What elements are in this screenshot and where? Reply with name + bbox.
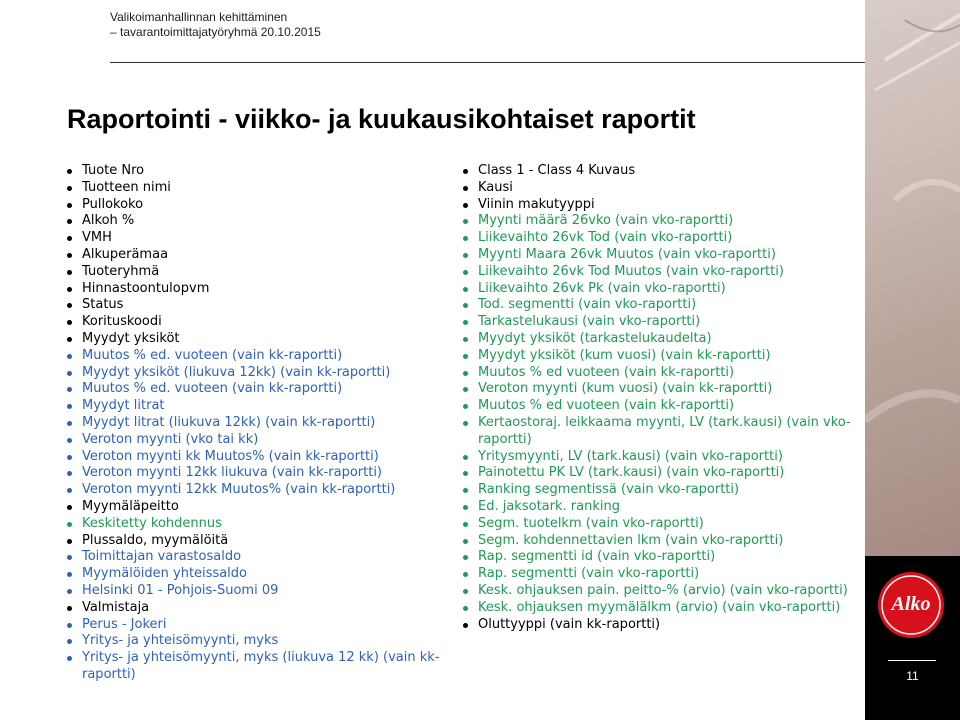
- list-item: Veroton myynti kk Muutos% (vain kk-raportti): [82, 449, 454, 466]
- list-item: Myydyt yksiköt (tarkastelukaudelta): [478, 331, 856, 348]
- alko-logo-icon: [878, 572, 944, 638]
- list-item: Tod. segmentti (vain vko-raportti): [478, 297, 856, 314]
- list-item: Kertaostoraj. leikkaama myynti, LV (tark.kausi) (vain vko-raportti): [478, 415, 856, 449]
- list-item: Helsinki 01 - Pohjois-Suomi 09: [82, 583, 454, 600]
- list-item: Myydyt yksiköt (kum vuosi) (vain kk-raportti): [478, 348, 856, 365]
- header-subtitle: – tavarantoimittajatyöryhmä 20.10.2015: [110, 25, 321, 39]
- right-field-list: [478, 163, 856, 633]
- slide-title: Raportointi - viikko- ja kuukausikohtaiset raportit: [67, 104, 696, 134]
- header-title: Valikoimanhallinnan kehittäminen: [110, 10, 288, 24]
- list-item: VMH: [82, 230, 454, 247]
- list-item: Ed. jaksotark. ranking: [478, 499, 856, 516]
- list-item: Segm. tuotelkm (vain vko-raportti): [478, 516, 856, 533]
- page-number: 11: [906, 669, 919, 683]
- list-item: Perus - Jokeri: [82, 617, 454, 634]
- list-item: Liikevaihto 26vk Tod Muutos (vain vko-raportti): [478, 264, 856, 281]
- list-item: Kesk. ohjauksen pain. peitto-% (arvio) (vain vko-raportti): [478, 583, 856, 600]
- list-item: Myydyt yksiköt (liukuva 12kk) (vain kk-raportti): [82, 365, 454, 382]
- list-item: Veroton myynti (vko tai kk): [82, 432, 454, 449]
- list-item: Tuotteen nimi: [82, 180, 454, 197]
- list-item: Keskitetty kohdennus: [82, 516, 454, 533]
- list-item: Yritys- ja yhteisömyynti, myks: [82, 633, 454, 650]
- list-item: Rap. segmentti (vain vko-raportti): [478, 566, 856, 583]
- list-item: Korituskoodi: [82, 314, 454, 331]
- list-item: Veroton myynti 12kk Muutos% (vain kk-raportti): [82, 482, 454, 499]
- list-item: Kausi: [478, 180, 856, 197]
- list-item: Alkuperämaa: [82, 247, 454, 264]
- list-item: Yritysmyynti, LV (tark.kausi) (vain vko-raportti): [478, 449, 856, 466]
- list-item: Yritys- ja yhteisömyynti, myks (liukuva 12 kk) (vain kk-raportti): [82, 650, 454, 684]
- list-item: Ranking segmentissä (vain vko-raportti): [478, 482, 856, 499]
- list-item: Plussaldo, myymälöitä: [82, 533, 454, 550]
- left-field-list: [82, 163, 454, 684]
- list-item: Valmistaja: [82, 600, 454, 617]
- logo-panel: [865, 556, 960, 720]
- list-item: Alkoh %: [82, 213, 454, 230]
- list-item: Myymäläpeitto: [82, 499, 454, 516]
- list-item: Toimittajan varastosaldo: [82, 549, 454, 566]
- list-item: Liikevaihto 26vk Pk (vain vko-raportti): [478, 281, 856, 298]
- list-item: Veroton myynti 12kk liukuva (vain kk-raportti): [82, 465, 454, 482]
- list-item: Liikevaihto 26vk Tod (vain vko-raportti): [478, 230, 856, 247]
- list-item: Tarkastelukausi (vain vko-raportti): [478, 314, 856, 331]
- list-item: Myydyt yksiköt: [82, 331, 454, 348]
- list-item: Tuoteryhmä: [82, 264, 454, 281]
- list-item: Myynti Maara 26vk Muutos (vain vko-raportti): [478, 247, 856, 264]
- list-item: Myydyt litrat: [82, 398, 454, 415]
- list-item: Viinin makutyyppi: [478, 197, 856, 214]
- header-divider: [110, 62, 865, 63]
- list-item: Kesk. ohjauksen myymälälkm (arvio) (vain vko-raportti): [478, 600, 856, 617]
- list-item: Myydyt litrat (liukuva 12kk) (vain kk-raportti): [82, 415, 454, 432]
- list-item: Muutos % ed. vuoteen (vain kk-raportti): [82, 348, 454, 365]
- decorative-photo: [865, 0, 960, 556]
- list-item: Class 1 - Class 4 Kuvaus: [478, 163, 856, 180]
- list-item: Veroton myynti (kum vuosi) (vain kk-raportti): [478, 381, 856, 398]
- list-item: Oluttyyppi (vain kk-raportti): [478, 617, 856, 634]
- list-item: Myymälöiden yhteissaldo: [82, 566, 454, 583]
- list-item: Segm. kohdennettavien lkm (vain vko-raportti): [478, 533, 856, 550]
- list-item: Tuote Nro: [82, 163, 454, 180]
- list-item: Muutos % ed vuoteen (vain kk-raportti): [478, 365, 856, 382]
- list-item: Myynti määrä 26vko (vain vko-raportti): [478, 213, 856, 230]
- list-item: Muutos % ed. vuoteen (vain kk-raportti): [82, 381, 454, 398]
- list-item: Muutos % ed vuoteen (vain kk-raportti): [478, 398, 856, 415]
- list-item: Status: [82, 297, 454, 314]
- logo-text: Alko: [891, 593, 931, 615]
- list-item: Pullokoko: [82, 197, 454, 214]
- page-divider: [888, 660, 936, 661]
- list-item: Rap. segmentti id (vain vko-raportti): [478, 549, 856, 566]
- list-item: Painotettu PK LV (tark.kausi) (vain vko-raportti): [478, 465, 856, 482]
- list-item: Hinnastoontulopvm: [82, 281, 454, 298]
